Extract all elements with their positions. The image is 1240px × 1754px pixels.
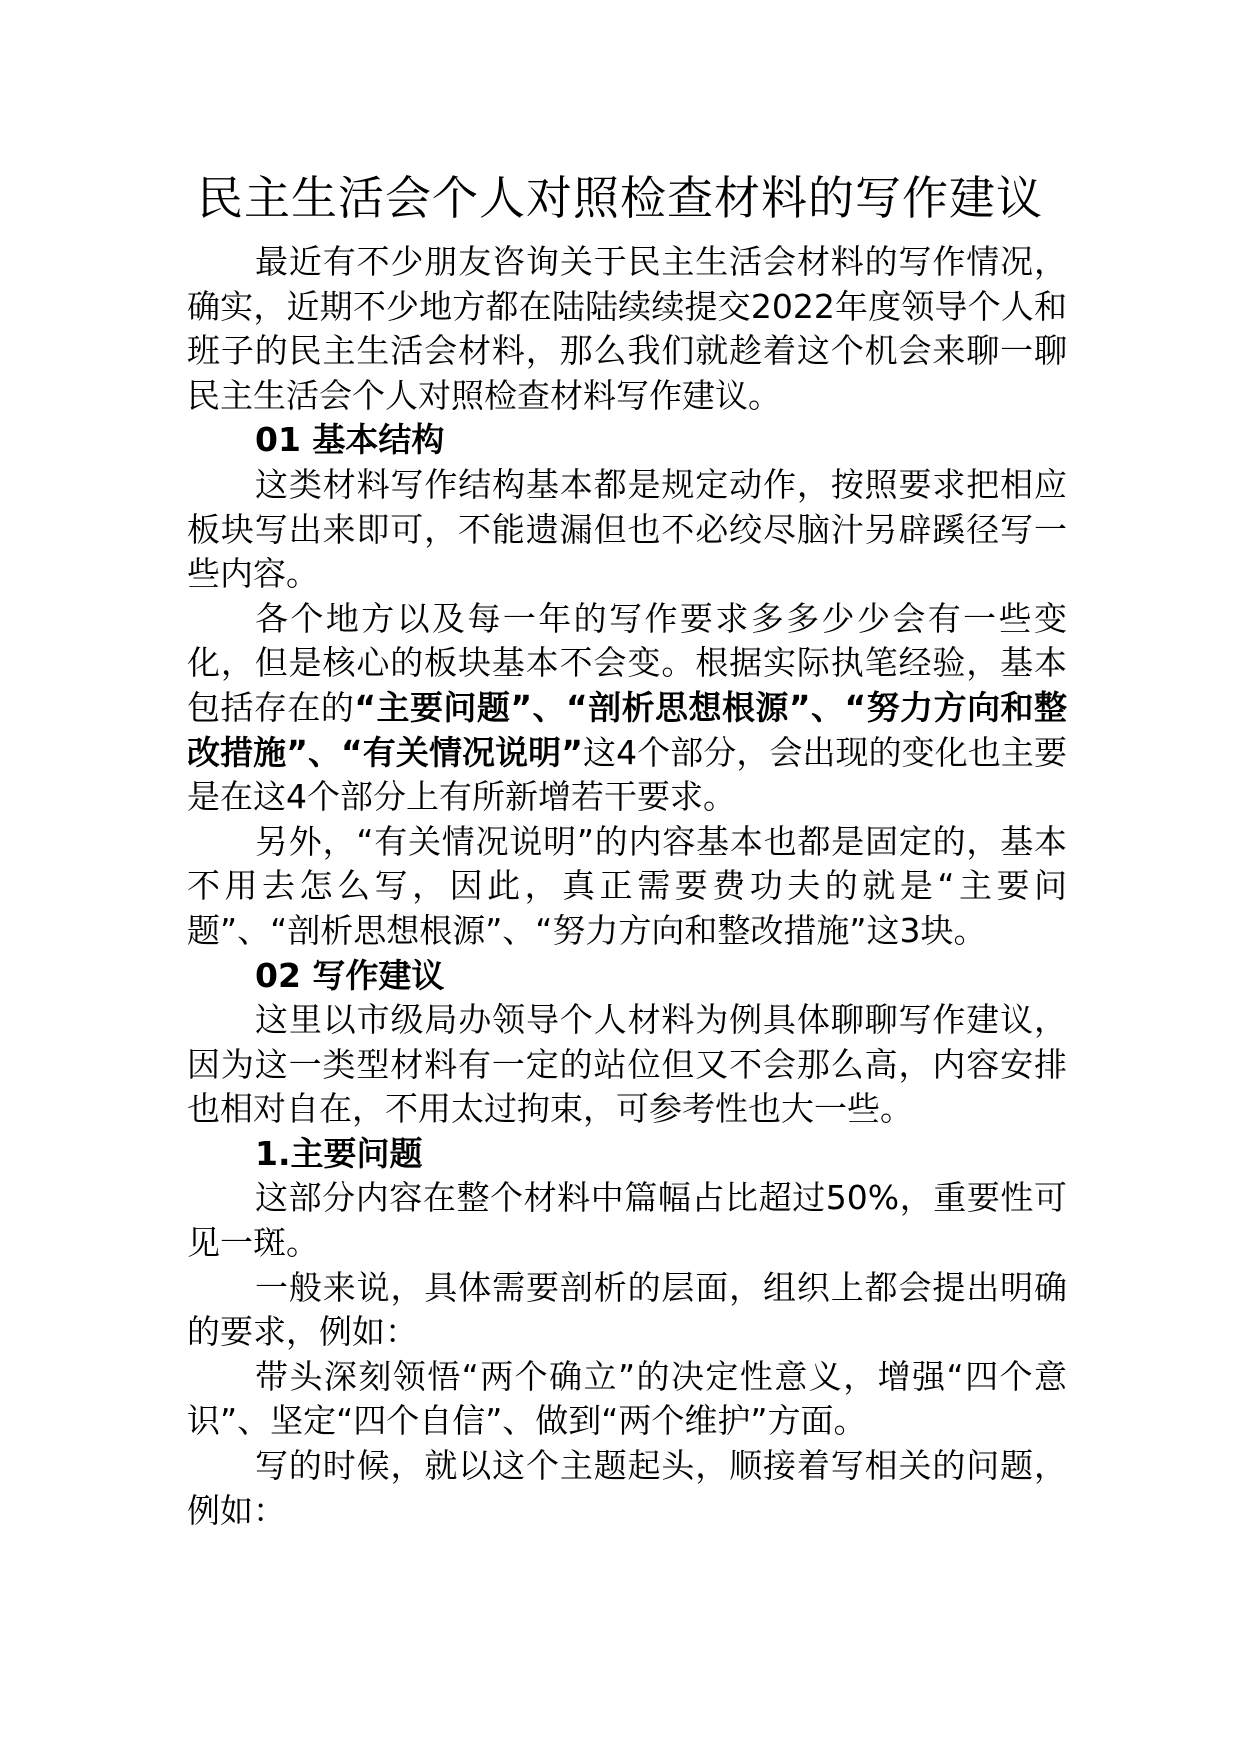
- paragraph: 这类材料写作结构基本都是规定动作，按照要求把相应板块写出来即可，不能遗漏但也不必绞尽脑汁另辟蹊径写一些内容。: [187, 464, 1067, 594]
- section-heading-writing-advice: 02 写作建议: [255, 955, 445, 995]
- paragraph: 写的时候，就以这个主题起头，顺接着写相关的问题，例如：: [187, 1446, 1067, 1530]
- section-heading-basic-structure: 01 基本结构: [255, 420, 445, 460]
- paragraph: 这部分内容在整个材料中篇幅占比超过50%，重要性可见一斑。: [187, 1178, 1067, 1263]
- paragraph-text: 各个地方以及每一年的写作要求多多少少会有一些变化，但是核心的板块基本不会变。根据实际执笔经验，基本包括存在的: [187, 598, 1067, 727]
- emphasized-text: “主要问题”、“剖析思想根源”、“努力方向和整改措施”、“有关情况说明”: [187, 687, 1067, 772]
- paragraph-text: 这4个部分，会出现的变化也主要是在这4个部分上有所新增若干要求。: [187, 732, 1067, 817]
- document-body: [187, 240, 1067, 1533]
- paragraph: 另外，“有关情况说明”的内容基本也都是固定的，基本不用去怎么写，因此，真正需要费功夫的就是“主要问题”、“剖析思想根源”、“努力方向和整改措施”这3块。: [187, 821, 1067, 950]
- paragraph-with-emphasis: [187, 597, 1067, 820]
- paragraph: 带头深刻领悟“两个确立”的决定性意义，增强“四个意识”、坚定“四个自信”、做到“两个维护”方面。: [187, 1356, 1067, 1441]
- paragraph: 一般来说，具体需要剖析的层面，组织上都会提出明确的要求，例如：: [187, 1267, 1067, 1352]
- paragraph: 这里以市级局办领导个人材料为例具体聊聊写作建议，因为这一类型材料有一定的站位但又不会那么高，内容安排也相对自在，不用太过拘束，可参考性也大一些。: [187, 1000, 1067, 1129]
- document-title: 民主生活会个人对照检查材料的写作建议: [197, 171, 1043, 225]
- subheading-main-problems: 1.主要问题: [255, 1133, 423, 1173]
- intro-paragraph: 最近有不少朋友咨询关于民主生活会材料的写作情况，确实，近期不少地方都在陆陆续续提交2022年度领导个人和班子的民主生活会材料，那么我们就趁着这个机会来聊一聊民主生活会个人对照检查材料写作建议。: [187, 242, 1067, 415]
